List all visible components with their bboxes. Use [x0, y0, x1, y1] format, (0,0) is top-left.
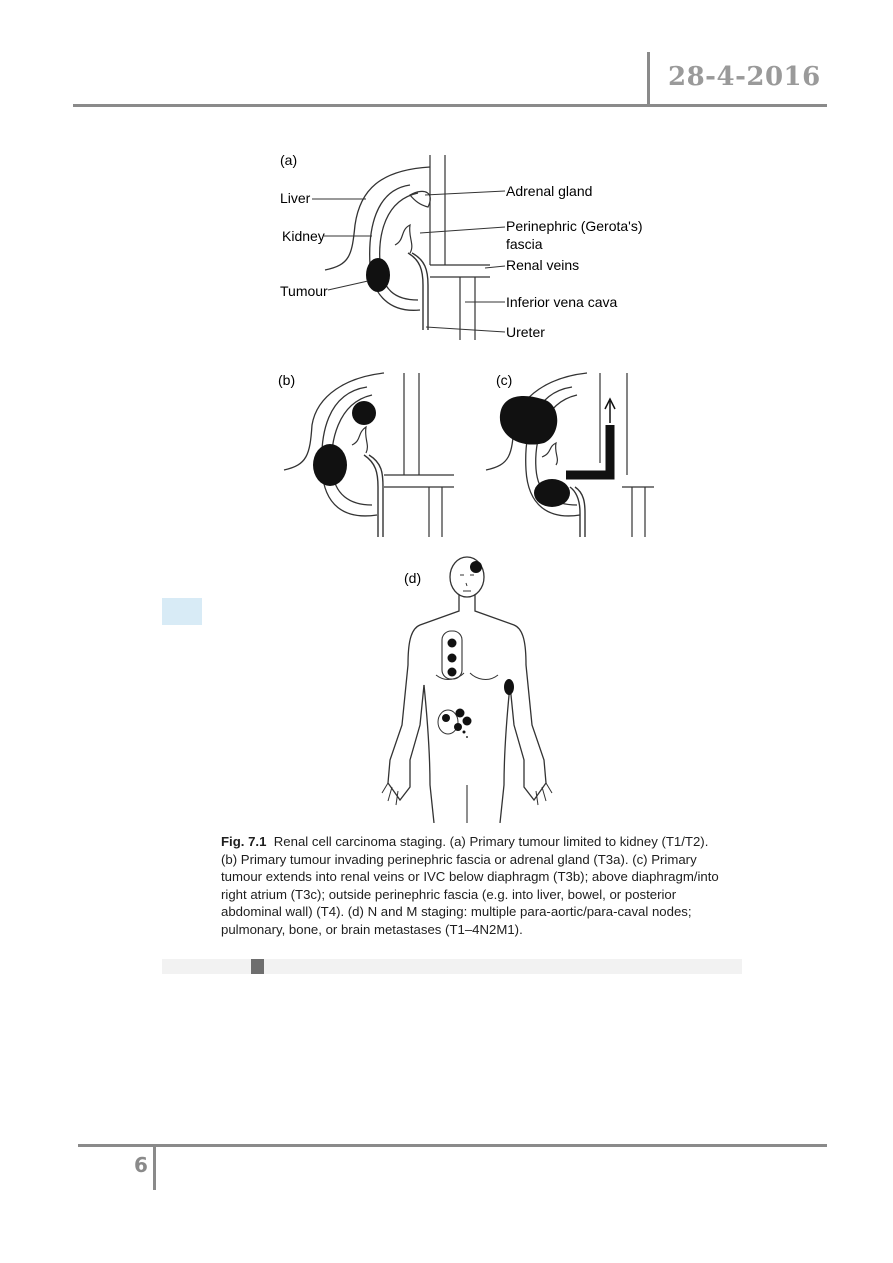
label-liver: Liver [280, 190, 311, 206]
footer-divider-vertical [153, 1146, 156, 1190]
header-date: 28-4-2016 [668, 62, 821, 92]
label-ureter: Ureter [506, 324, 545, 340]
margin-marker [162, 598, 202, 625]
bar-marker [251, 959, 264, 974]
header-divider-vertical [647, 52, 650, 106]
panel-d-label: (d) [404, 570, 422, 586]
label-kidney: Kidney [282, 228, 325, 244]
label-tumour: Tumour [280, 283, 328, 299]
panel-c-label: (c) [496, 372, 513, 388]
caption-title: Fig. 7.1 [221, 834, 267, 849]
caption-text: Renal cell carcinoma staging. (a) Primary tumour limited to kidney (T1/T2). (b) Primary tumour invading perinephric fascia or adrenal gland (T3a). (c) Primary tumour extends into renal veins or IVC below diaphragm (T3b); above diaphragm/into right atrium (T3c); outside perinephric fascia (e.g. into liver, bowel, or posterior abdominal wall) (T4). (d) N and M staging: multiple para-aortic/para-caval nodes; pulmonary, bone, or brain metastases (T1–4N2M1). [221, 834, 719, 937]
figure-panel-a [260, 145, 660, 345]
label-inferior-vena-cava: Inferior vena cava [506, 294, 618, 310]
figure-panel-c [482, 365, 662, 540]
label-adrenal-gland: Adrenal gland [506, 183, 593, 199]
figure-panel-b [272, 365, 462, 540]
figure-panel-d [380, 555, 555, 823]
panel-a-label: (a) [280, 152, 298, 168]
label-perinephric-fascia-2: fascia [506, 236, 543, 252]
figure-caption [221, 833, 721, 938]
panel-b-label: (b) [278, 372, 296, 388]
label-renal-veins: Renal veins [506, 257, 580, 273]
header-rule [73, 104, 827, 107]
label-perinephric-fascia-1: Perinephric (Gerota's) [506, 218, 643, 234]
horizontal-bar [162, 959, 742, 974]
page-number: 6 [134, 1153, 148, 1177]
footer-rule [78, 1144, 827, 1147]
